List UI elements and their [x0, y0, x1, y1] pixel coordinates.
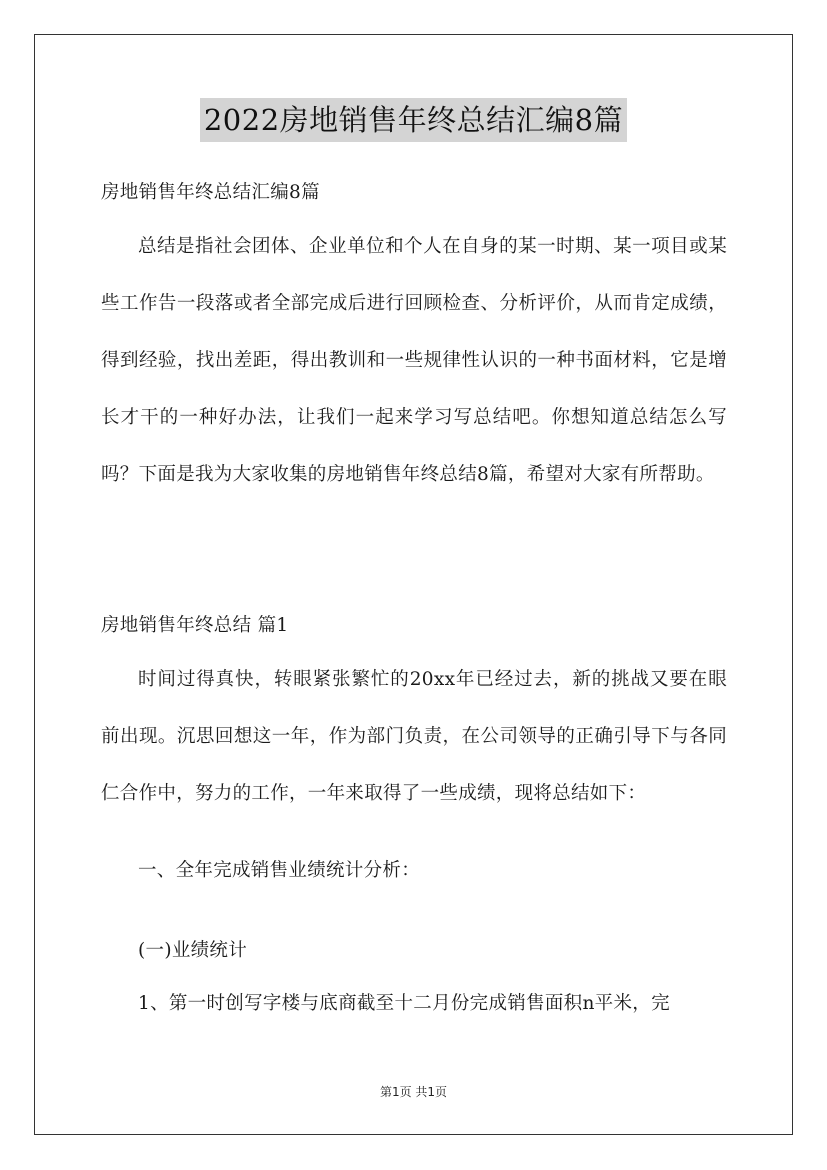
intro-paragraph: 总结是指社会团体、企业单位和个人在自身的某一时期、某一项目或某些工作告一段落或者全部完成后进行回顾检查、分析评价，从而肯定成绩，得到经验，找出差距，得出教训和一些规律性认识的一种书面材料，它是增长才干的一种好办法，让我们一起来学习写总结吧。你想知道总结怎么写吗？下面是我为大家收集的房地销售年终总结8篇，希望对大家有所帮助。 — [101, 236, 727, 485]
section-paragraph: 时间过得真快，转眼紧张繁忙的20xx年已经过去，新的挑战又要在眼前出现。沉思回想这一年，作为部门负责，在公司领导的正确引导下与各同仁合作中，努力的工作，一年来取得了一些成绩，现将总结如下： — [101, 669, 727, 804]
document-subtitle: 房地销售年终总结汇编8篇 — [101, 182, 320, 203]
document-title: 2022房地销售年终总结汇编8篇 — [200, 98, 627, 142]
list-item: (一)业绩统计 — [138, 940, 248, 961]
list-item: 一、全年完成销售业绩统计分析： — [138, 860, 421, 881]
page-footer: 第1页 共1页 — [379, 1085, 448, 1099]
title-container — [0, 98, 827, 142]
list-item: 1、第一时创写字楼与底商截至十二月份完成销售面积n平米，完 — [138, 993, 670, 1014]
section-heading: 房地销售年终总结 篇1 — [101, 615, 289, 636]
